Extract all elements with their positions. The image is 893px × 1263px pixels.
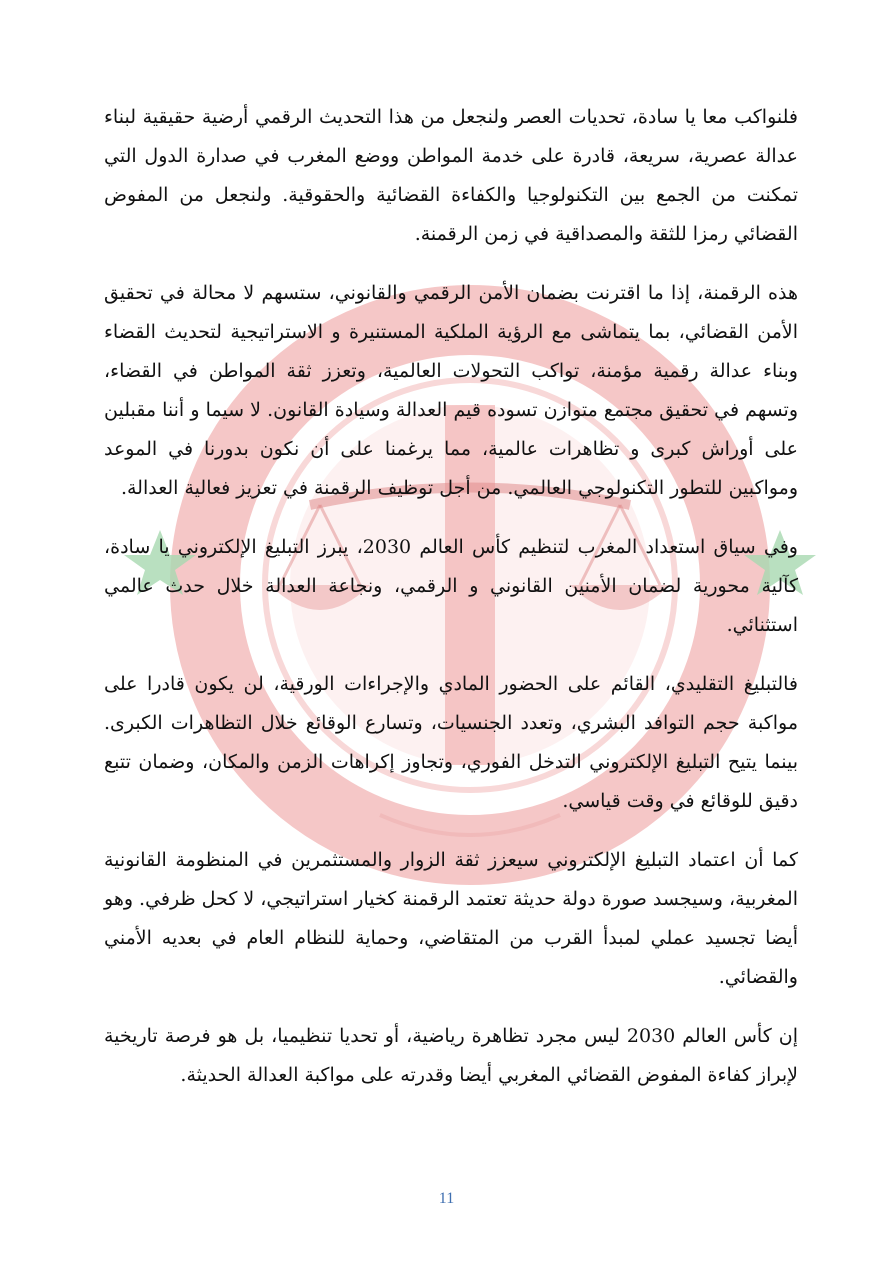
paragraph: كما أن اعتماد التبليغ الإلكتروني سيعزز ثقة الزوار والمستثمرين في المنظومة القانونية المغربية، وسيجسد صورة دولة حديثة تعتمد الرقمنة كخيار استراتيجي، لا كحل ظرفي. وهو أيضا تجسيد عملي لمبدأ القرب من المتقاضي، وحماية للنظام العام في بعديه الأمني والقضائي. (104, 849, 798, 988)
paragraph: فلنواكب معا يا سادة، تحديات العصر ولنجعل من هذا التحديث الرقمي أرضية حقيقية لبناء عدالة عصرية، سريعة، قادرة على خدمة المواطن ووضع المغرب في صدارة الدول التي تمكنت من الجمع بين التكنولوجيا والكفاءة القضائية والحقوقية. ولنجعل من المفوض القضائي رمزا للثقة والمصداقية في زمن الرقمنة. (104, 106, 798, 245)
page-number: 11 (438, 1190, 455, 1207)
paragraph: إن كأس العالم 2030 ليس مجرد تظاهرة رياضية، أو تحديا تنظيميا، بل هو فرصة تاريخية لإبراز كفاءة المفوض القضائي المغربي أيضا وقدرته على مواكبة العدالة الحديثة. (104, 1025, 798, 1086)
paragraph: هذه الرقمنة، إذا ما اقترنت بضمان الأمن الرقمي والقانوني، ستسهم لا محالة في تحقيق الأمن القضائي، بما يتماشى مع الرؤية الملكية المستنيرة و الاستراتيجية لتحديث القضاء وبناء عدالة رقمية مؤمنة، تواكب التحولات العالمية، وتعزز ثقة المواطن في القضاء، وتسهم في تحقيق مجتمع متوازن تسوده قيم العدالة وسيادة القانون. لا سيما و أننا مقبلين على أوراش كبرى و تظاهرات عالمية، مما يرغمنا على أن نكون بدورنا في الموعد ومواكبين للتطور التكنولوجي العالمي. من أجل توظيف الرقمنة في تعزيز فعالية العدالة. (104, 282, 798, 499)
paragraph: وفي سياق استعداد المغرب لتنظيم كأس العالم 2030، يبرز التبليغ الإلكتروني يا سادة، كآلية محورية لضمان الأمنين القانوني و الرقمي، ونجاعة العدالة خلال حدث عالمي استثنائي. (104, 536, 798, 636)
body-text (104, 98, 798, 1115)
paragraph: فالتبليغ التقليدي، القائم على الحضور المادي والإجراءات الورقية، لن يكون قادرا على مواكبة حجم التوافد البشري، وتعدد الجنسيات، وتسارع الوقائع خلال التظاهرات الكبرى. بينما يتيح التبليغ الإلكتروني التدخل الفوري، وتجاوز إكراهات الزمن والمكان، وضمان تتبع دقيق للوقائع في وقت قياسي. (104, 673, 798, 812)
